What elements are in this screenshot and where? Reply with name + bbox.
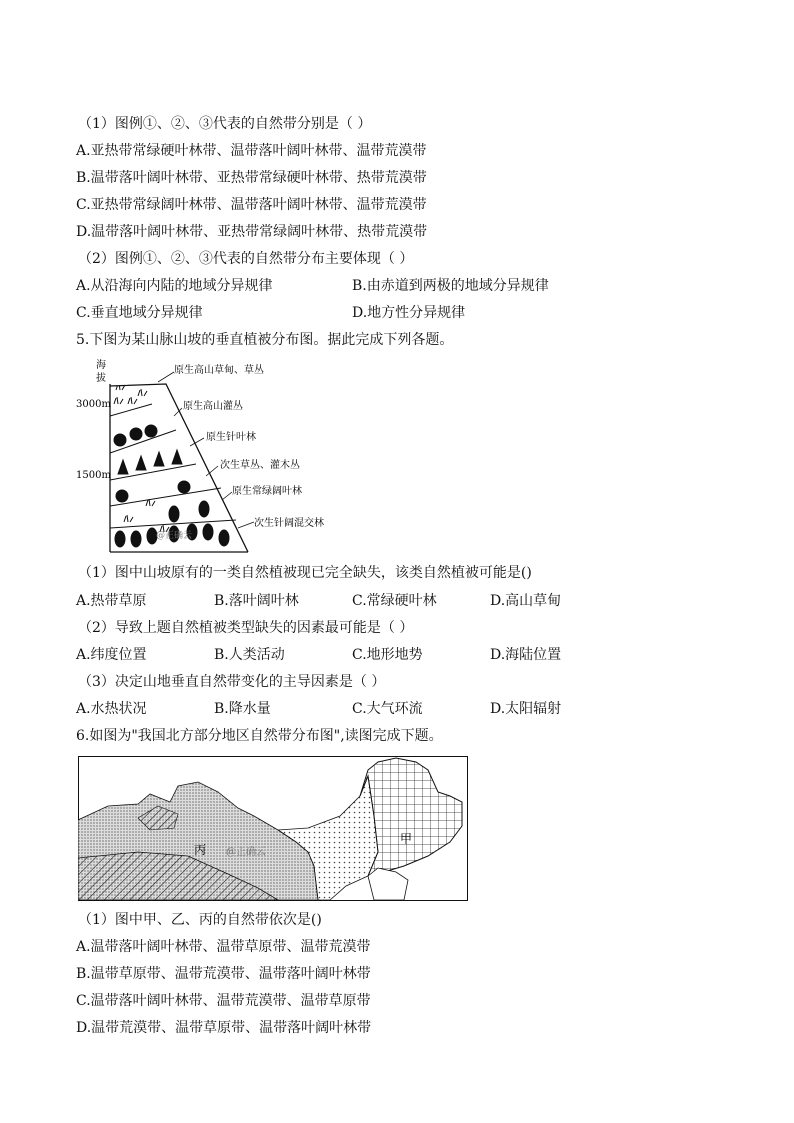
altitude-label-1: 海 bbox=[96, 360, 106, 371]
leader-1 bbox=[158, 372, 174, 382]
watermark: @正确云 bbox=[156, 531, 193, 541]
q5-sub1-option-a: A.热带草原 bbox=[76, 593, 147, 609]
vertical-vegetation-figure bbox=[76, 356, 346, 556]
watermark: @正确云 bbox=[226, 847, 266, 858]
q4-sub1-option-b: B.温带落叶阔叶林带、亚热带常绿硬叶林带、热带荒漠带 bbox=[76, 170, 427, 186]
q4-sub1-option-a: A.亚热带常绿硬叶林带、温带落叶阔叶林带、温带荒漠带 bbox=[76, 143, 427, 159]
q5-sub1-options bbox=[76, 592, 716, 610]
natural-zone-map-svg bbox=[78, 756, 468, 901]
zone-label-evergreen-broadleaf: 原生常绿阔叶林 bbox=[232, 486, 302, 497]
q5-sub3-stem: （3）决定山地垂直自然带变化的主导因素是（ ） bbox=[78, 674, 386, 690]
leader-3 bbox=[190, 438, 204, 446]
conifer-symbols bbox=[118, 450, 182, 474]
q6-sub1-option-c: C.温带落叶阔叶林带、温带荒漠带、温带草原带 bbox=[76, 993, 371, 1009]
q5-sub3-option-a: A.水热状况 bbox=[76, 701, 147, 717]
q5-sub3-option-c: C.大气环流 bbox=[352, 701, 423, 717]
q5-title: 5.下图为某山脉山坡的垂直植被分布图。据此完成下列各题。 bbox=[76, 332, 454, 348]
leader-5 bbox=[222, 492, 232, 500]
q4-sub2-option-d: D.地方性分异规律 bbox=[352, 305, 466, 321]
label-jia: 甲 bbox=[400, 832, 413, 846]
vertical-vegetation-svg bbox=[76, 356, 346, 556]
q6-title: 6.如图为"我国北方部分地区自然带分布图",读图完成下题。 bbox=[76, 728, 443, 744]
q5-sub1-stem: （1）图中山坡原有的一类自然植被现已完全缺失，该类自然植被可能是() bbox=[78, 565, 532, 581]
q5-sub2-options bbox=[76, 646, 716, 664]
q5-sub1-option-c: C.常绿硬叶林 bbox=[352, 593, 437, 609]
q5-sub3-options bbox=[76, 700, 716, 718]
q4-sub1-option-c: C.亚热带常绿阔叶林带、温带落叶阔叶林带、温带荒漠带 bbox=[76, 197, 427, 213]
q4-sub2-options-row2 bbox=[76, 304, 716, 322]
zone-label-alpine-shrub: 原生高山灌丛 bbox=[183, 401, 243, 412]
leader-6 bbox=[238, 522, 254, 528]
tick-3000m: 3000m bbox=[76, 399, 111, 410]
altitude-label-2: 拔 bbox=[96, 373, 106, 384]
q4-sub2-option-c: C.垂直地域分异规律 bbox=[76, 305, 203, 321]
q6-sub1-option-d: D.温带荒漠带、温带草原带、温带落叶阔叶林带 bbox=[76, 1020, 372, 1036]
zone-label-mixed-forest: 次生针阔混交林 bbox=[254, 518, 324, 529]
q6-sub1-option-a: A.温带落叶阔叶林带、温带草原带、温带荒漠带 bbox=[76, 939, 371, 955]
q4-sub2-option-b: B.由赤道到两极的地域分异规律 bbox=[352, 278, 549, 294]
q5-sub1-option-b: B.落叶阔叶林 bbox=[214, 593, 299, 609]
tick-1500m: 1500m bbox=[76, 470, 111, 481]
q4-sub2-stem: （2）图例①、②、③代表的自然带分布主要体现（ ） bbox=[78, 251, 414, 267]
zone-boundary-1 bbox=[110, 404, 152, 416]
q6-sub1-option-b: B.温带草原带、温带荒漠带、温带落叶阔叶林带 bbox=[76, 966, 371, 982]
natural-zone-map-figure bbox=[78, 756, 468, 901]
q5-sub2-option-b: B.人类活动 bbox=[214, 647, 285, 663]
zone-label-conifer: 原生针叶林 bbox=[206, 432, 256, 443]
q6-sub1-stem: （1）图中甲、乙、丙的自然带依次是() bbox=[78, 912, 322, 928]
label-bing: 丙 bbox=[194, 843, 207, 857]
q4-sub1-stem: （1）图例①、②、③代表的自然带分别是（ ） bbox=[78, 116, 372, 132]
zone-label-alpine-meadow: 原生高山草甸、草丛 bbox=[174, 365, 264, 376]
q5-sub2-stem: （2）导致上题自然植被类型缺失的因素最可能是（ ） bbox=[78, 620, 414, 636]
q5-sub2-option-d: D.海陆位置 bbox=[490, 647, 562, 663]
q5-sub1-option-d: D.高山草甸 bbox=[490, 593, 562, 609]
q5-sub3-option-d: D.太阳辐射 bbox=[490, 701, 562, 717]
q4-sub1-option-d: D.温带落叶阔叶林带、亚热带常绿阔叶林带、热带荒漠带 bbox=[76, 224, 428, 240]
q5-sub2-option-c: C.地形地势 bbox=[352, 647, 423, 663]
q5-sub2-option-a: A.纬度位置 bbox=[76, 647, 147, 663]
q5-sub3-option-b: B.降水量 bbox=[214, 701, 271, 717]
q4-sub2-options-row1 bbox=[76, 277, 716, 295]
zone-label-secondary-grass: 次生草丛、灌木丛 bbox=[220, 460, 300, 471]
q4-sub2-option-a: A.从沿海向内陆的地域分异规律 bbox=[76, 278, 273, 294]
